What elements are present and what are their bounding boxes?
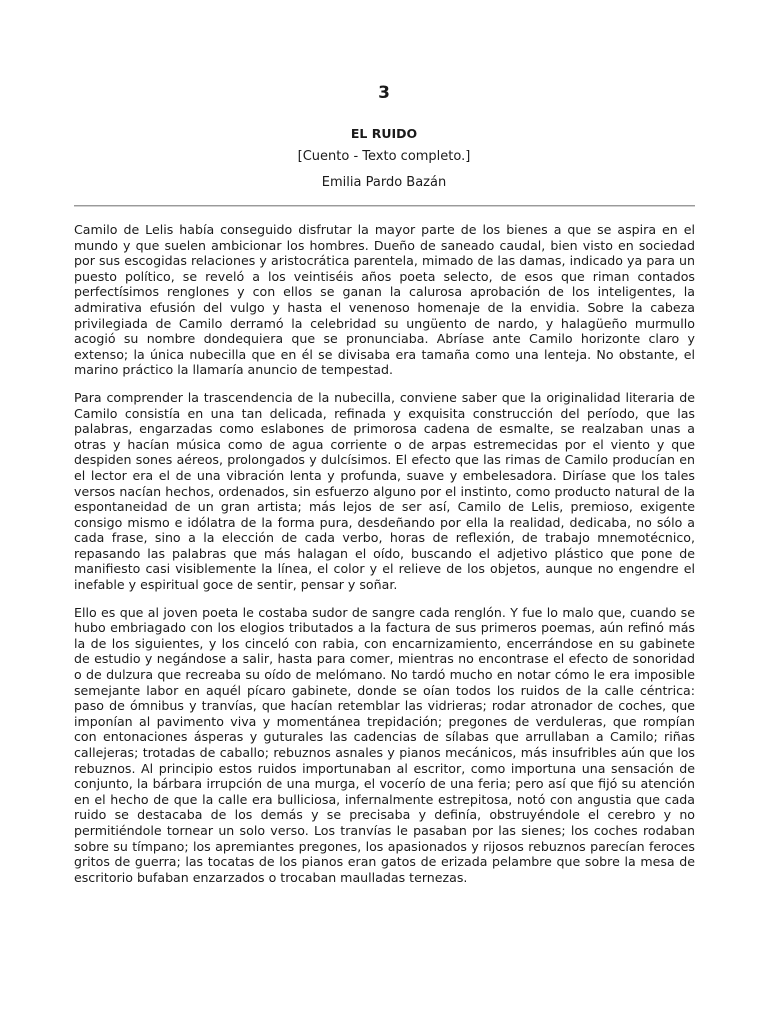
author-name: Emilia Pardo Bazán xyxy=(321,175,447,190)
story-title: EL RUIDO xyxy=(350,126,418,141)
header-divider xyxy=(74,205,695,207)
paragraph-2: Para comprender la trascendencia de la nubecilla, conviene saber que la originalidad literaria de Camilo consistía en una tan delicada, refinada y exquisita construcción del período, que las palabras, engarzadas como eslabones de primorosa cadena de esmalte, se realzaban unas a otras y hacían música como de agua corriente o de arpas estremecidas por el viento y que despiden sones aéreos, prolongados y dulcísimos. El efecto que las rimas de Camilo producían en el lector era el de una vibración lenta y profunda, suave y embelesadora. Diríase que los tales versos nacían hechos, ordenados, sin esfuerzo alguno por el instinto, como producto natural de la espontaneidad de un gran artista; más lejos de ser así, Camilo de Lelis, premioso, exigente consigo mismo e idólatra de la forma pura, desdeñando por ella la realidad, dedicaba, no sólo a cada frase, sino a la elección de cada verbo, horas de reflexión, de trabajo mnemotécnico, repasando las palabras que más halagan el oído, buscando el adjetivo plástico que pone de manifiesto casi visiblemente la línea, el color y el relieve de los objetos, aunque no engendre el inefable y espiritual goce de sentir, pensar y soñar. xyxy=(74,389,695,593)
story-subtitle: [Cuento - Texto completo.] xyxy=(297,149,471,164)
paragraph-1: Camilo de Lelis había conseguido disfrutar la mayor parte de los bienes a que se aspira en el mundo y que suelen ambicionar los hombres. Dueño de saneado caudal, bien visto en sociedad por sus escogidas relaciones y aristocrática parentela, mimado de las damas, indicado ya para un puesto político, se reveló a los veintiséis años poeta selecto, de esos que riman contados perfectísimos renglones y con ellos se ganan la calurosa aprobación de los inteligentes, la admirativa efusión del vulgo y hasta el venenoso homenaje de la envidia. Sobre la cabeza privilegiada de Camilo derramó la celebridad su ungüento de nardo, y halagüeño murmullo acogió su nombre dondequiera que se pronunciaba. Abríase ante Camilo horizonte claro y extenso; la única nubecilla que en él se divisaba era tamaña como una lenteja. No obstante, el marino práctico la llamaría anuncio de tempestad. xyxy=(74,222,695,378)
page-number: 3 xyxy=(378,83,390,103)
story-body xyxy=(74,222,695,897)
paragraph-3: Ello es que al joven poeta le costaba sudor de sangre cada renglón. Y fue lo malo que, cuando se hubo embriagado con los elogios tributados a la factura de sus primeros poemas, aún refinó más la de los siguientes, y los cinceló con rabia, con encarnizamiento, encerrándose en su gabinete de estudio y negándose a salir, hasta para comer, mientras no encontrase el efecto de sonoridad o de dulzura que recreaba su oído de melómano. No tardó mucho en notar cómo le era imposible semejante labor en aquél pícaro gabinete, donde se oían todos los ruidos de la calle céntrica: paso de ómnibus y tranvías, que hacían retemblar las vidrieras; rodar atronador de coches, que imponían al pavimento viva y momentánea trepidación; pregones de verduleras, que rompían con entonaciones ásperas y guturales las cadencias de sílabas que arrullaban a Camilo; riñas callejeras; trotadas de caballo; rebuznos asnales y pianos mecánicos, más insufribles aún que los rebuznos. Al principio estos ruidos importunaban al escritor, como importuna una sensación de conjunto, la bárbara irrupción de una murga, el vocerío de una feria; pero así que fijó su atención en el hecho de que la calle era bulliciosa, infernalmente estrepitosa, notó con angustia que cada ruido se destacaba de los demás y se precisaba y definía, obstruyéndole el cerebro y no permitiéndole tornear un solo verso. Los tranvías le pasaban por las sienes; los coches rodaban sobre su tímpano; los apremiantes pregones, los apasionados y rijosos rebuznos parecían feroces gritos de guerra; las tocatas de los pianos eran gatos de erizada pelambre que sobre la mesa de escritorio bufaban enzarzados o trocaban maulladas ternezas. xyxy=(74,604,695,885)
